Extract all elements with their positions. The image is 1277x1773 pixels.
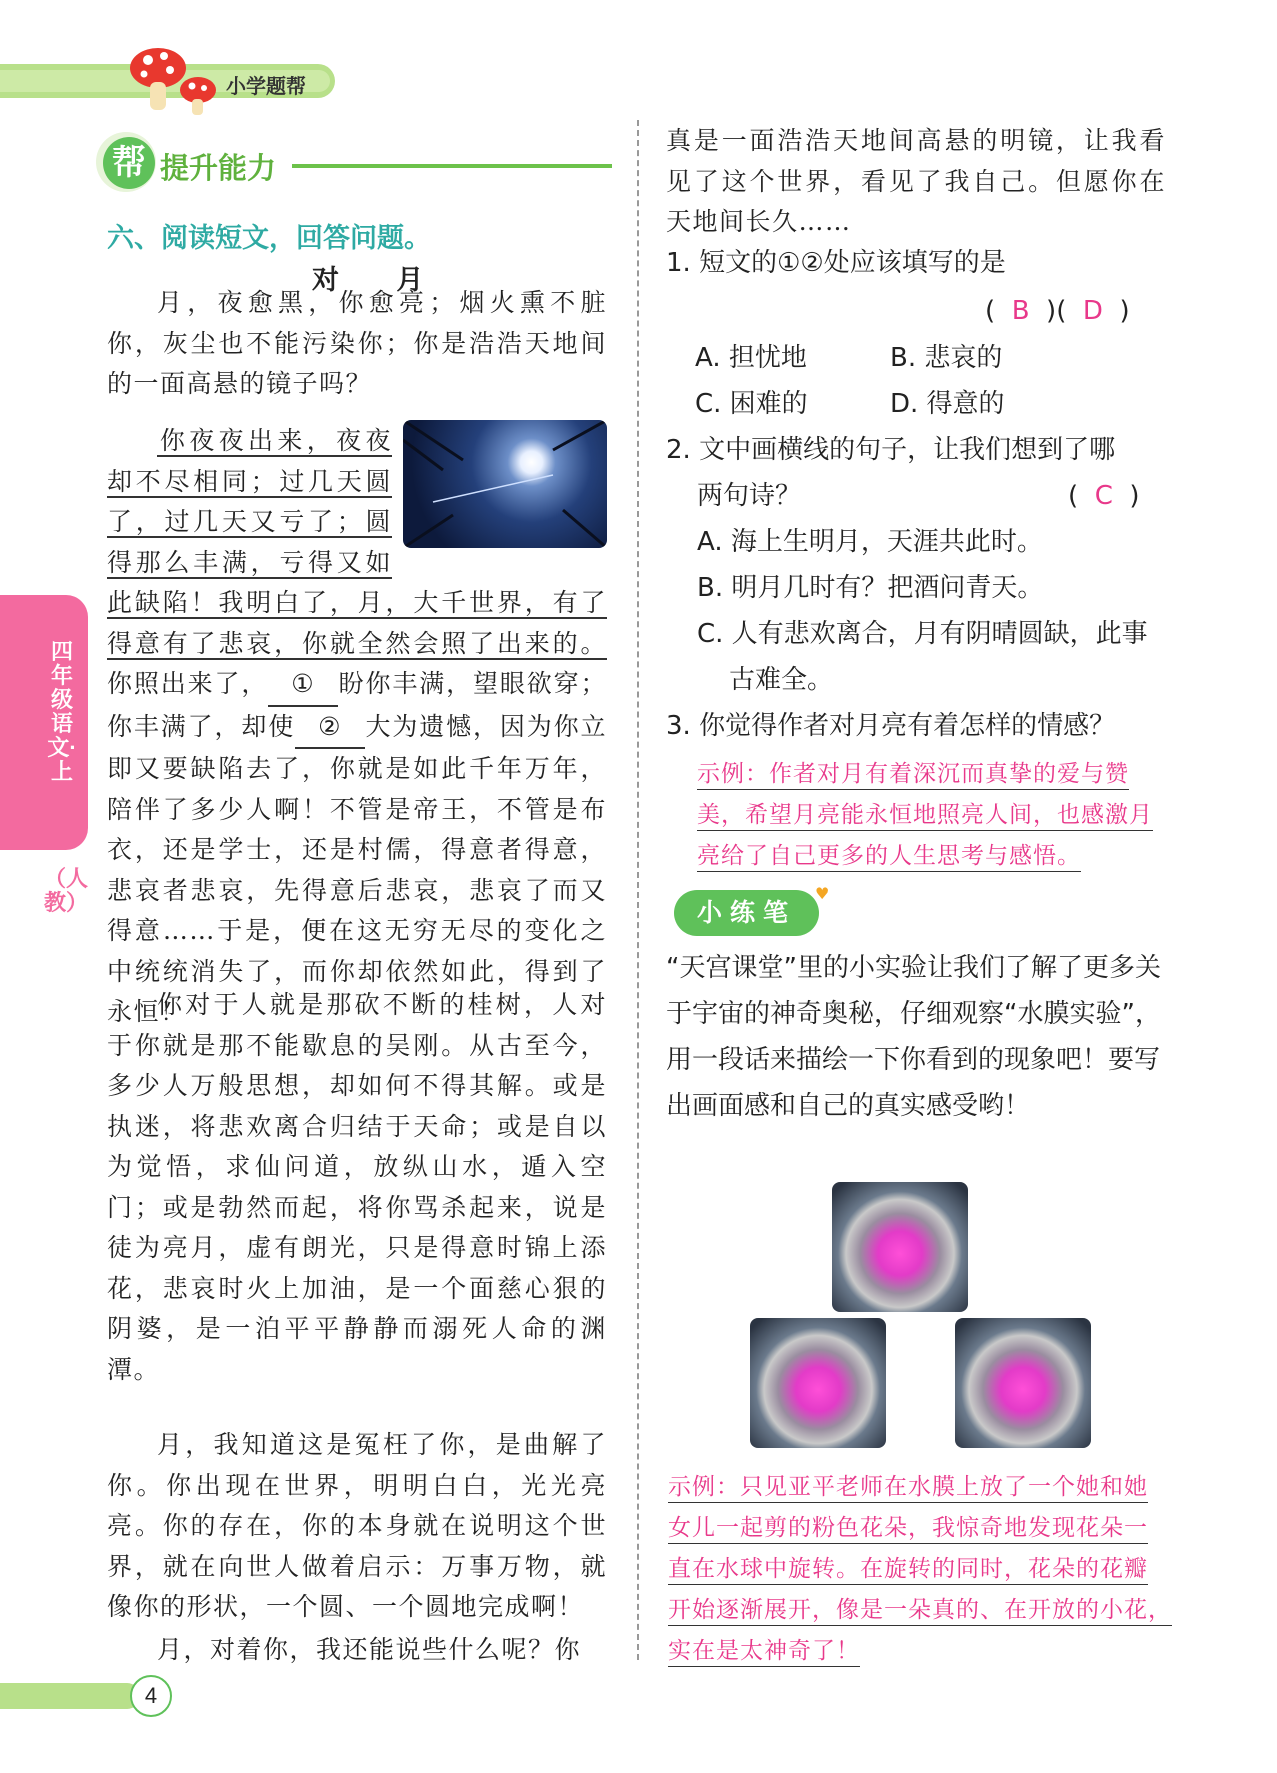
q2-text-line1: 2. 文中画横线的句子，让我们想到了哪 (666, 435, 1116, 465)
column-divider (637, 120, 639, 1660)
practice-badge: 小练笔 (674, 890, 819, 936)
q1-answer-brackets: ( B )( D ) (985, 296, 1130, 326)
blank-1: ① (268, 664, 338, 707)
water-film-photo-3 (955, 1318, 1091, 1448)
q1-option-d: D. 得意的 (890, 389, 1005, 419)
blank-2: ② (295, 707, 365, 750)
article-paragraph-2: 你夜夜出来，夜夜却不尽相同；过几天圆了，过几天又亏了；圆得那么丰满，亏得又如此缺陷！我明白了，月，大千世界，有了得意有了悲哀，你就全然会照了出来的。你照出来了， ① 盼你丰满，望眼欲穿；你丰满了，却使 ② 大为遗憾，因为你立即又要缺陷去了，你就是如此千年万年，陪伴了多少人啊！不管是帝王，不管是布衣，还是学士，还是村儒，得意者得意，悲哀者悲哀，先得意后悲哀，悲哀了而又得意……于是，便在这无穷无尽的变化之中统统消失了，而你却依然如此，得到了永恒！ (107, 421, 607, 1033)
grade-label: 四年级语文·上 (47, 639, 77, 784)
article-paragraph-4: 月，我知道这是冤枉了你，是曲解了你。你出现在世界，明明白白，光光亮亮。你的存在，你的本身就在说明这个世界，就在向世人做着启示：万事万物，就像你的形状，一个圆、一个圆地完成啊！ (107, 1430, 607, 1621)
publisher-label: （人教） (44, 866, 89, 915)
q2-option-c-cont: 古难全。 (729, 665, 834, 695)
q3-text: 3. 你觉得作者对月亮有着怎样的情感？ (666, 711, 1116, 741)
q2-answer-brackets: ( C ) (1068, 481, 1140, 511)
image-wrap-spacer (392, 421, 607, 556)
practice-answer: 示例：只见亚平老师在水膜上放了一个她和她 女儿一起剪的粉色花朵，我惊奇地发现花朵一 直在水球中旋转。在旋转的同时，花朵的花瓣 开始逐渐展开，像是一朵真的、在开放的小花， 实在是太神奇了！ (668, 1467, 1172, 1672)
page-number: 4 (130, 1675, 172, 1717)
q1-option-b: B. 悲哀的 (890, 343, 1003, 373)
footer-bar (0, 1683, 140, 1709)
water-film-photo-2 (750, 1318, 886, 1448)
q2-option-a: A. 海上生明月，天涯共此时。 (697, 527, 1043, 557)
article-paragraph-3: 你对于人就是那砍不断的桂树，人对于你就是那不能歇息的吴刚。从古至今，多少人万般思想，却如何不得其解。或是执迷，将悲欢离合归结于天命；或是自以为觉悟，求仙问道，放纵山水，遁入空门；或是勃然而起，将你骂杀起来，说是徒为亮月，虚有朗光，只是得意时锦上添花，悲哀时火上加油，是一个面慈心狠的阴婆，是一泊平平静静而溺死人命的渊潭。 (107, 990, 607, 1384)
section-divider (292, 164, 612, 168)
q1-text: 1. 短文的①②处应该填写的是 (666, 248, 1006, 278)
article-paragraph-5: 月，对着你，我还能说些什么呢？你 (157, 1635, 582, 1664)
water-film-photo-1 (832, 1182, 968, 1312)
mushroom-logo-icon (128, 44, 220, 116)
practice-prompt: “天宫课堂”里的小实验让我们了解了更多关于宇宙的神奇奥秘，仔细观察“水膜实验”，用一段话来描绘一下你看到的现象吧！要写出画面感和自己的真实感受哟！ (666, 953, 1161, 1121)
q2-option-c: C. 人有悲欢离合，月有阴晴圆缺，此事 (697, 619, 1148, 649)
article-paragraph-5-continued: 真是一面浩浩天地间高悬的明镜，让我看见了这个世界，看见了我自己。但愿你在天地间长久…… (666, 126, 1166, 236)
q1-option-c: C. 困难的 (695, 389, 808, 419)
q1-answer-1: B (1011, 296, 1030, 326)
section-badge: 帮 (103, 137, 155, 189)
q1-answer-2: D (1082, 296, 1103, 326)
question-heading: 六、阅读短文，回答问题。 (107, 223, 431, 253)
article-title: 对 月 (312, 265, 448, 296)
header-label: 小学题帮 (226, 76, 306, 98)
article-paragraph-1: 月，夜愈黑，你愈亮；烟火熏不脏你，灰尘也不能污染你；你是浩浩天地间的一面高悬的镜子吗？ (107, 288, 607, 398)
q2-text-line2: 两句诗？ (697, 481, 802, 511)
q2-option-b: B. 明月几时有？把酒问青天。 (697, 573, 1044, 603)
q3-answer: 示例：作者对月有着深沉而真挚的爱与赞 美，希望月亮能永恒地照亮人间，也感激月 亮给了自己更多的人生思考与感悟。 (697, 754, 1153, 877)
section-title: 提升能力 (160, 153, 277, 185)
q2-answer: C (1094, 481, 1113, 511)
heart-icon: ♥ (815, 884, 830, 903)
q1-option-a: A. 担忧地 (695, 343, 807, 373)
underlined-sentence: 你夜夜出来，夜夜却不尽相同；过几天圆了，过几天又亏了；圆得那么丰满，亏得又如此缺陷！我明白了，月，大千世界，有了得意有了悲哀，你就全然会照了出来的。 (107, 426, 607, 658)
